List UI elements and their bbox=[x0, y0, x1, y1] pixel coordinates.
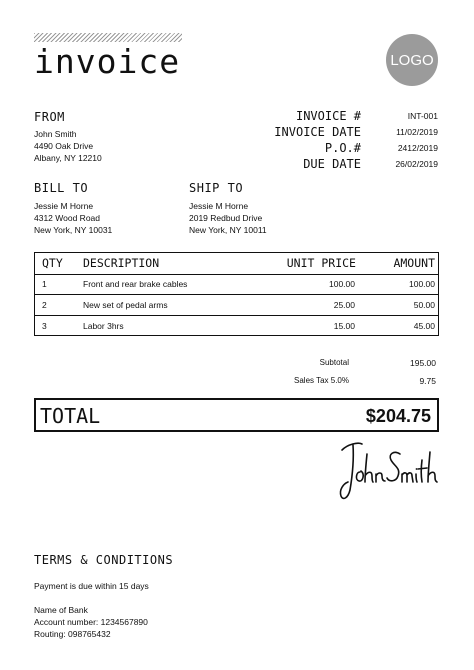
row-description: Labor 3hrs bbox=[83, 321, 124, 331]
subtotal-value: 195.00 bbox=[410, 358, 436, 368]
row-amount: 100.00 bbox=[409, 279, 435, 289]
row-qty: 2 bbox=[42, 300, 47, 310]
po-number-label: P.O.# bbox=[324, 141, 361, 155]
table-header-row bbox=[35, 253, 438, 275]
ship-to-heading: SHIP TO bbox=[189, 181, 244, 195]
bank-account-number: Account number: 1234567890 bbox=[34, 617, 148, 627]
bill-to-address-line1: 4312 Wood Road bbox=[34, 213, 101, 223]
document-title: invoice bbox=[34, 42, 181, 81]
table-row bbox=[35, 274, 438, 295]
bill-to-heading: BILL TO bbox=[34, 181, 89, 195]
invoice-date-label: INVOICE DATE bbox=[274, 125, 361, 139]
invoice-number-label: INVOICE # bbox=[295, 109, 361, 123]
handwritten-signature bbox=[334, 438, 442, 504]
from-name: John Smith bbox=[34, 129, 77, 139]
company-logo: LOGO bbox=[386, 34, 438, 86]
row-qty: 3 bbox=[42, 321, 47, 331]
row-amount: 45.00 bbox=[413, 321, 435, 331]
terms-payment-line: Payment is due within 15 days bbox=[34, 581, 149, 591]
bank-name: Name of Bank bbox=[34, 605, 88, 615]
row-description: New set of pedal arms bbox=[83, 300, 168, 310]
decorative-hatch-bar bbox=[34, 33, 182, 42]
from-heading: FROM bbox=[34, 110, 65, 124]
row-unit-price: 15.00 bbox=[333, 321, 355, 331]
row-unit-price: 25.00 bbox=[333, 300, 355, 310]
sales-tax-label: Sales Tax 5.0% bbox=[294, 376, 349, 385]
qty-column-header: QTY bbox=[42, 256, 63, 270]
description-column-header: DESCRIPTION bbox=[83, 256, 160, 270]
invoice-date-value: 11/02/2019 bbox=[396, 127, 438, 137]
grand-total-value: $204.75 bbox=[365, 406, 431, 426]
ship-to-address-line1: 2019 Redbud Drive bbox=[189, 213, 263, 223]
row-qty: 1 bbox=[42, 279, 47, 289]
row-description: Front and rear brake cables bbox=[83, 279, 188, 289]
terms-heading: TERMS & CONDITIONS bbox=[34, 553, 174, 567]
invoice-number-value: INT-001 bbox=[407, 111, 438, 121]
bank-routing-number: Routing: 098765432 bbox=[34, 629, 111, 639]
due-date-value: 26/02/2019 bbox=[395, 159, 438, 169]
grand-total-box bbox=[34, 398, 439, 432]
table-row bbox=[35, 295, 438, 316]
sales-tax-value: 9.75 bbox=[419, 376, 436, 386]
row-amount: 50.00 bbox=[413, 300, 435, 310]
unit-price-column-header: UNIT PRICE bbox=[286, 256, 356, 270]
ship-to-name: Jessie M Horne bbox=[189, 201, 249, 211]
line-items-table bbox=[34, 252, 439, 336]
po-number-value: 2412/2019 bbox=[397, 143, 438, 153]
subtotal-label: Subtotal bbox=[319, 358, 349, 367]
bill-to-name: Jessie M Horne bbox=[34, 201, 94, 211]
ship-to-address-line2: New York, NY 10011 bbox=[189, 225, 267, 235]
row-unit-price: 100.00 bbox=[329, 279, 355, 289]
grand-total-label: TOTAL bbox=[40, 404, 101, 428]
bill-to-address-line2: New York, NY 10031 bbox=[34, 225, 113, 235]
amount-column-header: AMOUNT bbox=[393, 256, 435, 270]
from-address-line1: 4490 Oak Drive bbox=[34, 141, 94, 151]
table-row bbox=[35, 316, 438, 337]
from-address-line2: Albany, NY 12210 bbox=[34, 153, 102, 163]
due-date-label: DUE DATE bbox=[303, 157, 361, 171]
